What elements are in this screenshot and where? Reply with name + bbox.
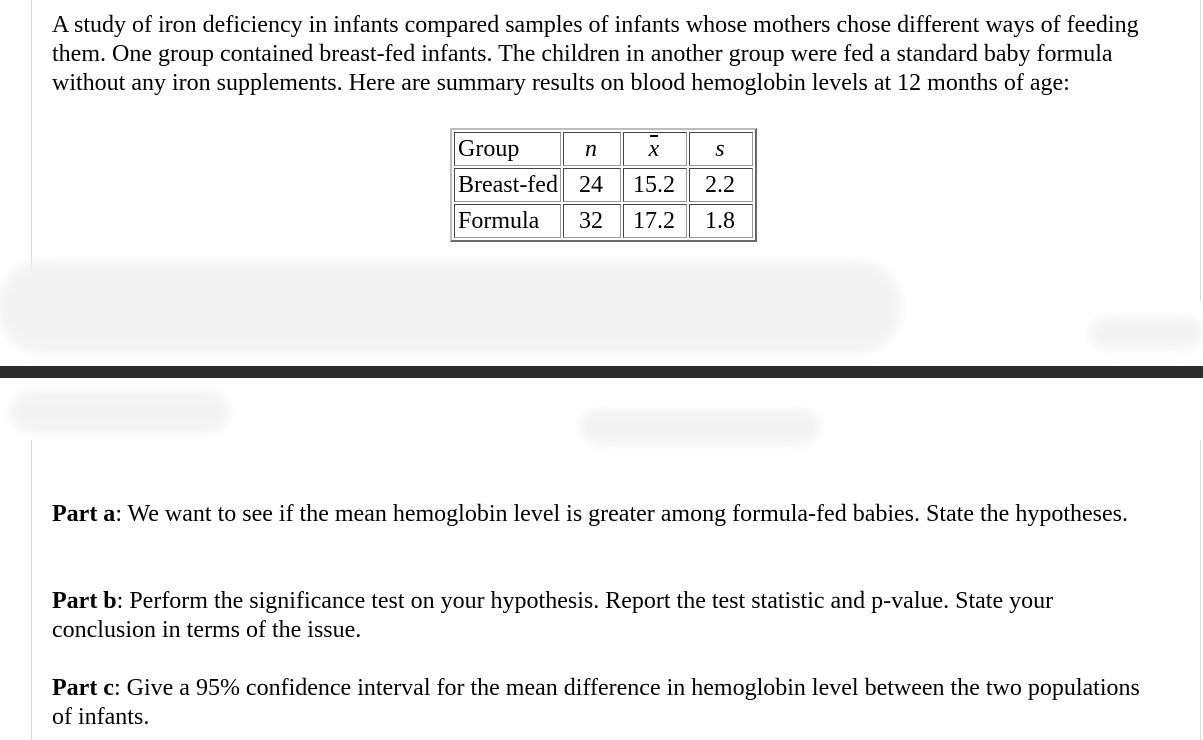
part-b-text: : Perform the significance test on your hypothesis. Report the test statistic and p-value. State your conclusion in terms of the issue. bbox=[52, 588, 1054, 643]
header-n: n bbox=[563, 132, 621, 166]
part-c-paragraph bbox=[52, 674, 1162, 732]
cell-mean: 17.2 bbox=[623, 204, 687, 238]
cell-sd: 2.2 bbox=[689, 168, 753, 202]
summary-table bbox=[450, 128, 757, 242]
blurred-region bbox=[1090, 318, 1203, 348]
page-edge-right-top bbox=[1200, 0, 1201, 300]
part-b-label: Part b bbox=[52, 588, 117, 614]
xbar-symbol: x bbox=[649, 133, 660, 165]
cell-n: 32 bbox=[563, 204, 621, 238]
header-group: Group bbox=[454, 132, 561, 166]
header-s: s bbox=[689, 132, 753, 166]
page-edge-left-top bbox=[31, 0, 32, 272]
table-row bbox=[454, 204, 753, 238]
blurred-region bbox=[0, 262, 900, 352]
part-a-text: : We want to see if the mean hemoglobin level is greater among formula-fed babies. State the hypotheses. bbox=[115, 501, 1128, 527]
part-b-paragraph bbox=[52, 587, 1162, 645]
header-xbar bbox=[623, 132, 687, 166]
cell-group: Breast-fed bbox=[454, 168, 561, 202]
part-a-paragraph bbox=[52, 500, 1162, 529]
section-divider bbox=[0, 366, 1203, 378]
page-edge-left-bottom bbox=[31, 440, 32, 740]
part-a-label: Part a bbox=[52, 501, 116, 527]
cell-mean: 15.2 bbox=[623, 168, 687, 202]
blurred-region bbox=[10, 392, 230, 432]
table-header-row bbox=[454, 132, 753, 166]
blurred-region bbox=[580, 410, 820, 444]
part-c-text: : Give a 95% confidence interval for the mean difference in hemoglobin level between the two populations of infants. bbox=[52, 675, 1140, 730]
page-edge-right-bottom bbox=[1200, 440, 1201, 740]
cell-sd: 1.8 bbox=[689, 204, 753, 238]
intro-paragraph: A study of iron deficiency in infants compared samples of infants whose mothers chose different ways of feeding them. One group contained breast-fed infants. The children in another group were fed a standard baby formula without any iron supplements. Here are summary results on blood hemoglobin levels at 12 months of age: bbox=[52, 12, 1139, 96]
table-row bbox=[454, 168, 753, 202]
cell-n: 24 bbox=[563, 168, 621, 202]
cell-group: Formula bbox=[454, 204, 561, 238]
part-c-label: Part c bbox=[52, 675, 114, 701]
